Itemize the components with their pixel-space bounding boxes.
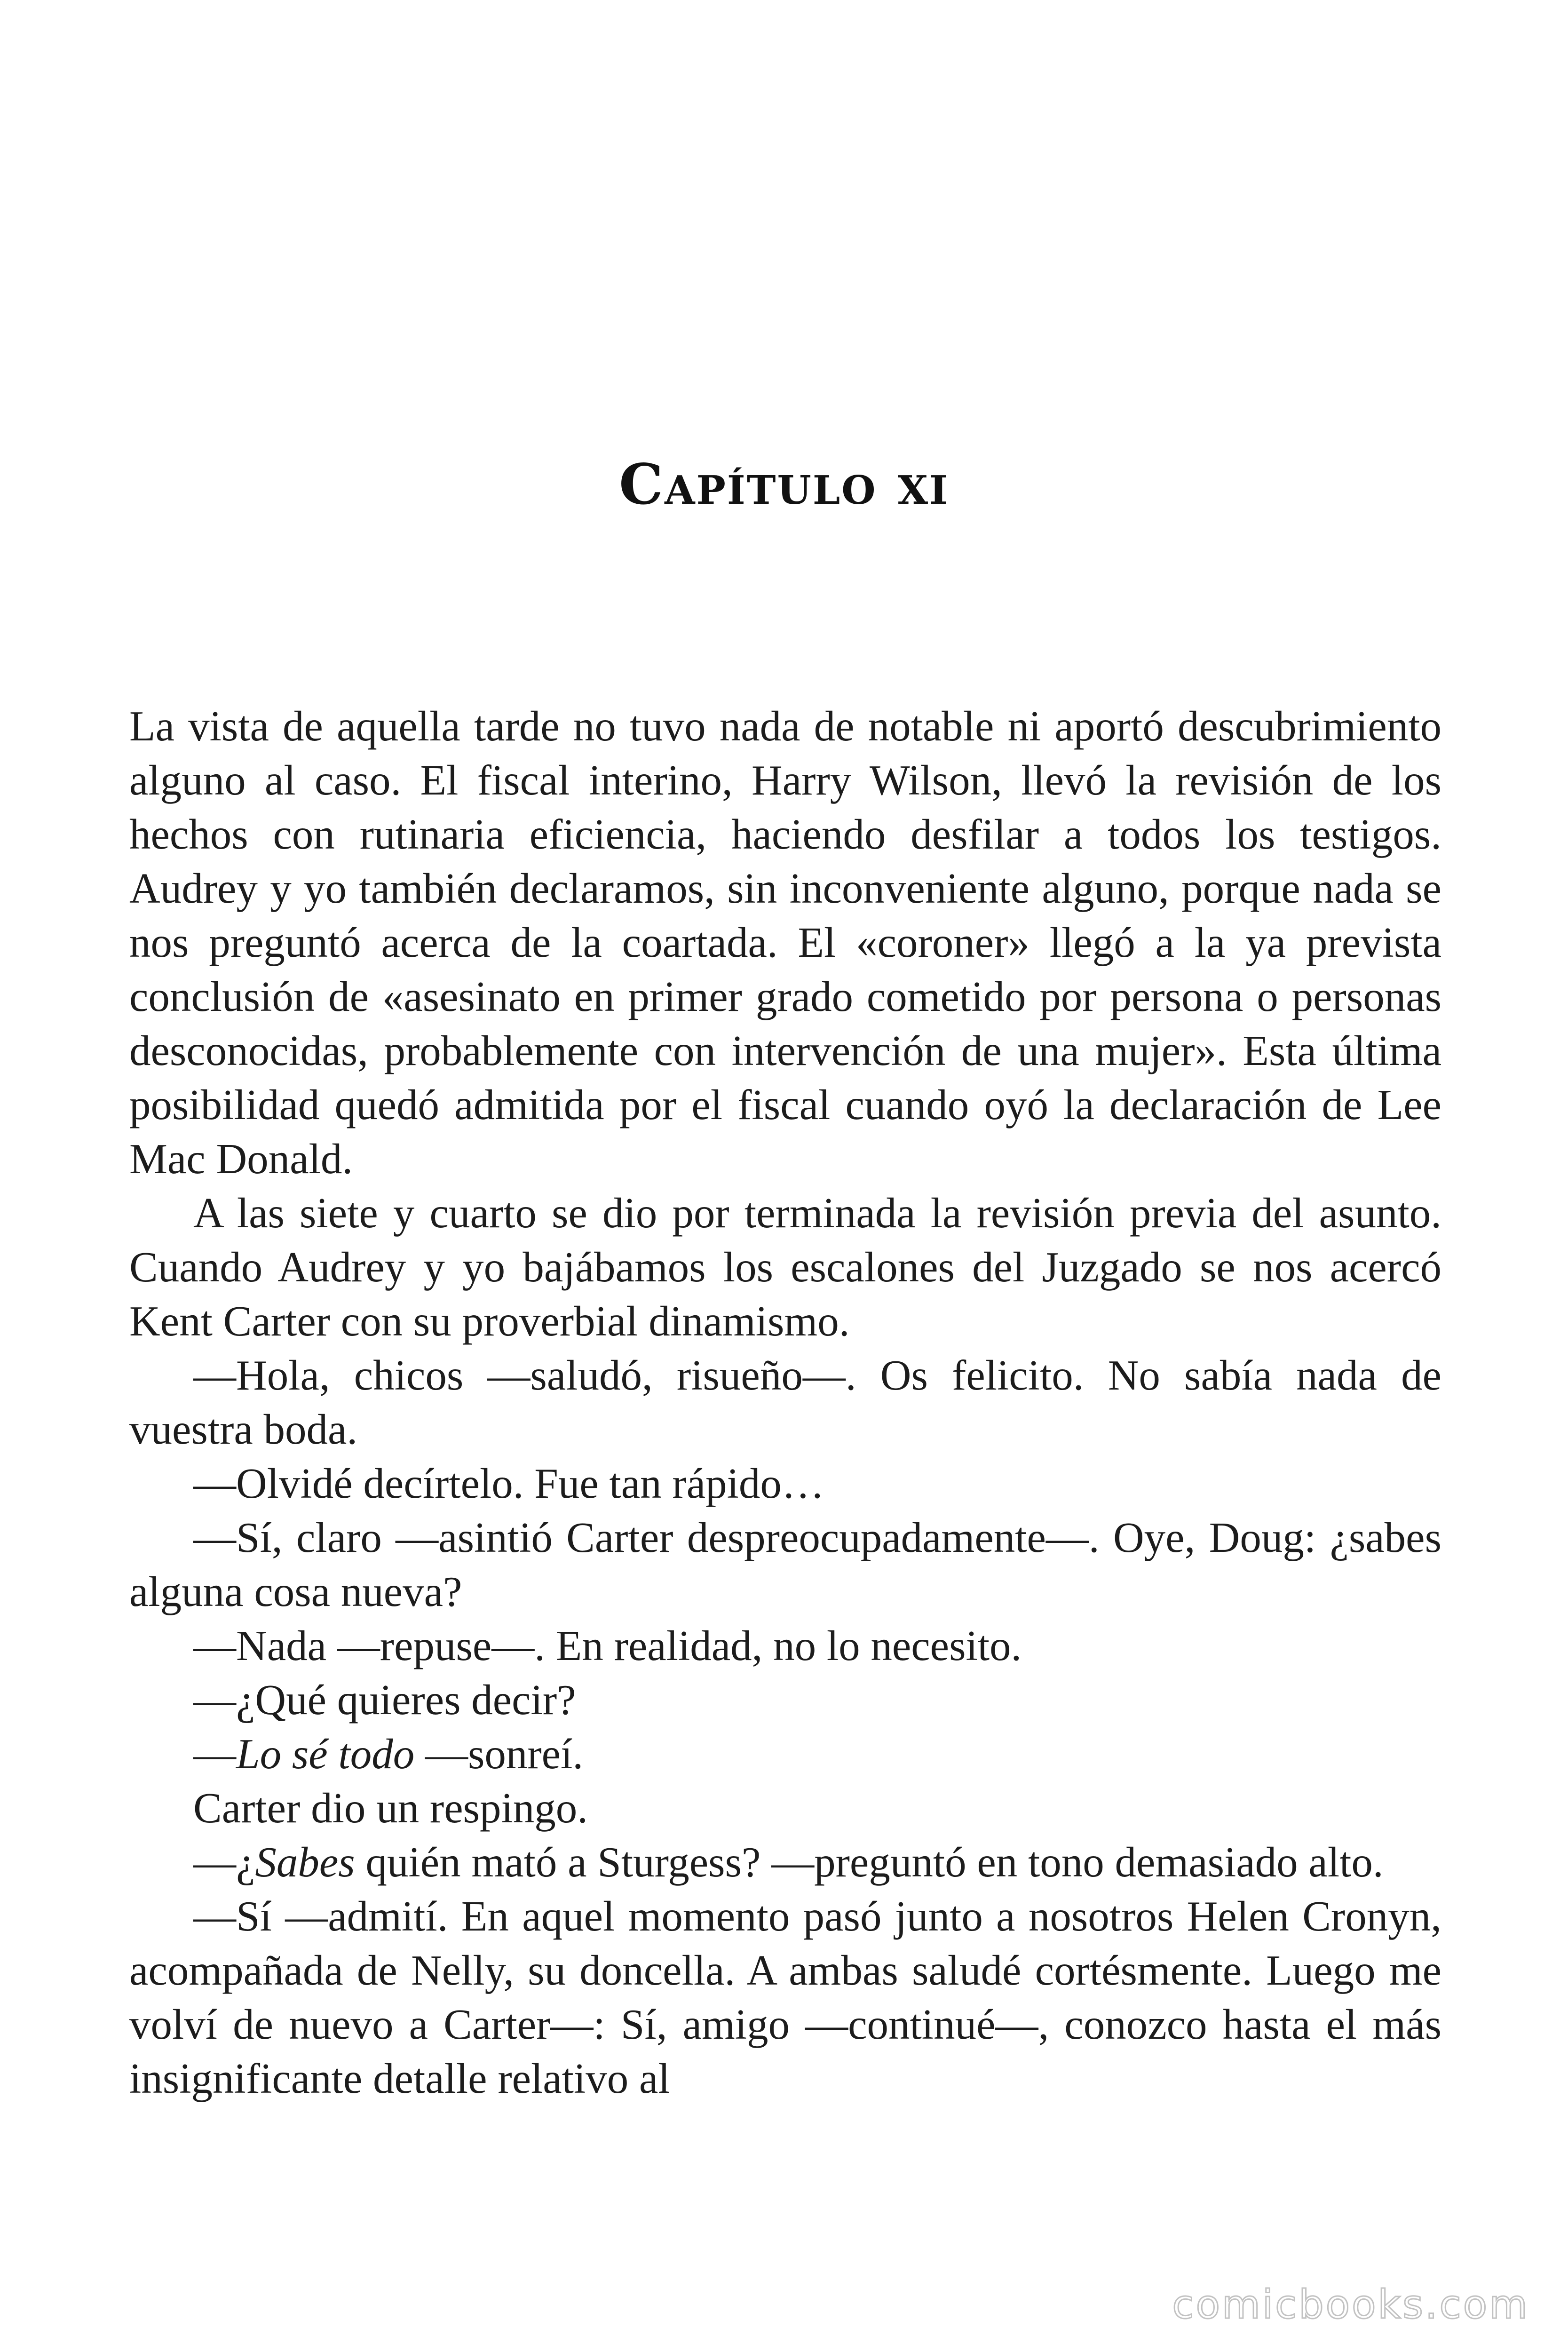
paragraph-text: La vista de aquella tarde no tuvo nada de notable ni aportó descubrimiento alguno al caso. El fiscal interino, Harry Wilson, llevó la revisión de los hechos con rutinaria eficiencia, haciendo desfilar a todos los testigos. Audrey y yo también declaramos, sin inconveniente alguno, porque nada se nos preguntó acerca de la coartada. El «coroner» llegó a la ya prevista conclusión de «asesinato en primer grado cometido por persona o personas desconocidas, probablemente con intervención de una mujer». Esta última posibilidad quedó admitida por el fiscal cuando oyó la declaración de Lee Mac Donald. <box>129 702 1441 1183</box>
dialogue-paragraph <box>129 1348 1441 1456</box>
dialogue-paragraph <box>129 1673 1441 1727</box>
paragraph-text: —¿ <box>193 1838 255 1886</box>
dialogue-paragraph <box>129 1727 1441 1781</box>
paragraph-text: —Sí —admití. En aquel momento pasó junto a nosotros Helen Cronyn, acompañada de Nelly, su doncella. A ambas saludé cortésmente. Luego me volví de nuevo a Carter—: Sí, amigo —continué—, conozco hasta el más insignificante detalle relativo al <box>129 1892 1441 2102</box>
dialogue-paragraph <box>129 1456 1441 1510</box>
paragraph-text: —Nada —repuse—. En realidad, no lo necesito. <box>193 1622 1022 1669</box>
italic-text: Lo sé todo <box>236 1730 415 1778</box>
paragraph-text: —¿Qué quieres decir? <box>193 1676 576 1724</box>
dialogue-paragraph <box>129 1619 1441 1673</box>
paragraph-text: —Hola, chicos —saludó, risueño—. Os felicito. No sabía nada de vuestra boda. <box>129 1351 1441 1453</box>
paragraph-text: —sonreí. <box>414 1730 584 1778</box>
chapter-title: Capítulo xi <box>619 452 949 517</box>
italic-text: Sabes <box>255 1838 355 1886</box>
watermark: comicbooks.com <box>1172 2281 1529 2328</box>
dialogue-paragraph <box>129 1889 1441 2106</box>
paragraph <box>129 1781 1441 1835</box>
dialogue-paragraph <box>129 1510 1441 1619</box>
paragraph-text: —Sí, claro —asintió Carter despreocupadamente—. Oye, Doug: ¿sabes alguna cosa nueva? <box>129 1514 1441 1615</box>
paragraph-text: —Olvidé decírtelo. Fue tan rápido… <box>193 1460 824 1507</box>
paragraph-text: — <box>193 1730 236 1778</box>
paragraph <box>129 1186 1441 1348</box>
paragraph <box>129 699 1441 1186</box>
paragraph-text: Carter dio un respingo. <box>193 1784 588 1832</box>
paragraph-text: quién mató a Sturgess? —preguntó en tono demasiado alto. <box>355 1838 1384 1886</box>
paragraph-text: A las siete y cuarto se dio por terminada la revisión previa del asunto. Cuando Audrey y yo bajábamos los escalones del Juzgado se nos acercó Kent Carter con su proverbial dinamismo. <box>129 1189 1441 1345</box>
dialogue-paragraph <box>129 1835 1441 1889</box>
body-text <box>129 699 1441 2106</box>
